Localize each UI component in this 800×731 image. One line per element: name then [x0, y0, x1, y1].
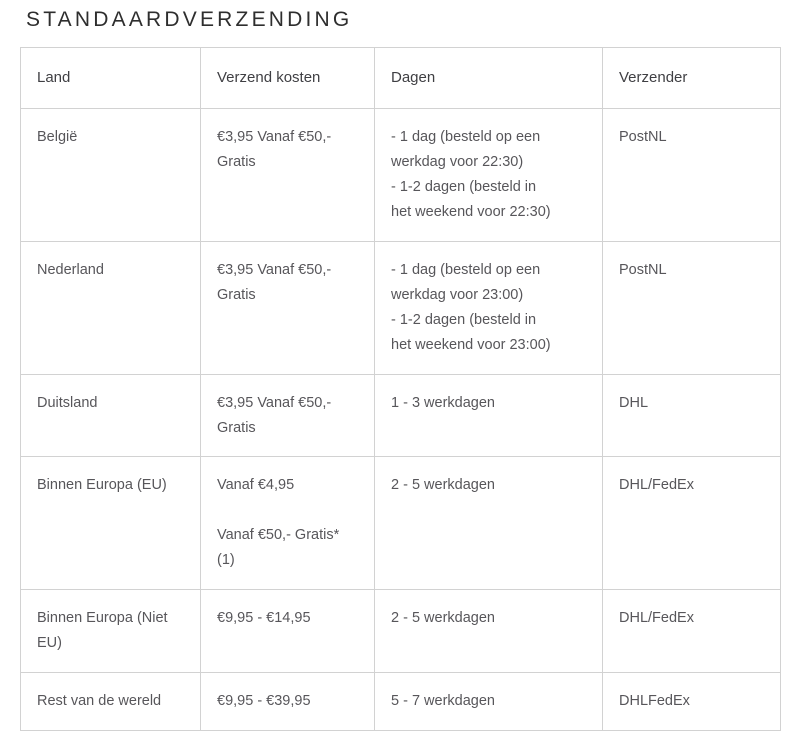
cell-text: €9,95 - €14,95 — [217, 610, 311, 627]
cell-text: werkdag voor 23:00) — [391, 286, 524, 303]
cell-text: Binnen Europa (EU) — [37, 477, 167, 494]
shipping-info-page — [0, 6, 800, 710]
cell-text: DHL/FedEx — [619, 477, 694, 494]
cell-text: €3,95 Vanaf €50,- — [217, 129, 332, 146]
table-row — [21, 241, 781, 374]
cell-text: Rest van de wereld — [37, 693, 162, 710]
cell-text: 5 - 7 werkdagen — [391, 693, 495, 710]
cell-land — [21, 109, 201, 242]
cell-verzendkosten — [201, 241, 375, 374]
cell-text: 1 - 3 werkdagen — [391, 394, 495, 411]
table-row — [21, 457, 781, 590]
cell-verzender — [603, 241, 781, 374]
column-header-verzendkosten — [201, 48, 375, 109]
cell-dagen — [375, 241, 603, 374]
cell-verzender — [603, 673, 781, 731]
cell-text: €9,95 - €39,95 — [217, 693, 311, 710]
cell-text: €3,95 Vanaf €50,- — [217, 394, 332, 411]
column-header-verzendkosten-label: Verzend kosten — [217, 69, 321, 87]
cell-text: PostNL — [619, 261, 667, 278]
cell-dagen — [375, 374, 603, 457]
column-header-verzender-label: Verzender — [619, 69, 688, 87]
column-header-dagen — [375, 48, 603, 109]
cell-text: DHLFedEx — [619, 693, 690, 710]
cell-verzender — [603, 374, 781, 457]
column-header-land-label: Land — [37, 69, 71, 87]
column-header-land — [21, 48, 201, 109]
cell-text: (1) — [217, 552, 235, 569]
cell-verzender — [603, 457, 781, 590]
table-row — [21, 109, 781, 242]
cell-dagen — [375, 109, 603, 242]
table-row — [21, 374, 781, 457]
cell-verzendkosten — [201, 590, 375, 673]
cell-text: Gratis — [217, 154, 256, 171]
cell-text: Binnen Europa (Niet — [37, 610, 168, 627]
cell-verzendkosten — [201, 109, 375, 242]
cell-text: Nederland — [37, 261, 104, 278]
cell-text: werkdag voor 22:30) — [391, 154, 524, 171]
cell-verzendkosten — [201, 457, 375, 590]
cell-text: - 1 dag (besteld op een — [391, 129, 541, 146]
cell-text: €3,95 Vanaf €50,- — [217, 261, 332, 278]
table-header-row — [21, 48, 781, 109]
table-body — [21, 109, 781, 731]
column-header-verzender — [603, 48, 781, 109]
cell-text: - 1-2 dagen (besteld in — [391, 178, 537, 195]
cell-text: DHL — [619, 394, 649, 411]
shipping-rates-table — [20, 47, 781, 731]
cell-text: - 1 dag (besteld op een — [391, 261, 541, 278]
table-row — [21, 590, 781, 673]
cell-verzender — [603, 109, 781, 242]
cell-verzendkosten — [201, 374, 375, 457]
cell-text: - 1-2 dagen (besteld in — [391, 311, 537, 328]
cell-text: PostNL — [619, 129, 667, 146]
cell-text: 2 - 5 werkdagen — [391, 477, 495, 494]
column-header-dagen-label: Dagen — [391, 69, 436, 87]
cell-spacer — [217, 498, 360, 523]
cell-text: 2 - 5 werkdagen — [391, 610, 495, 627]
cell-land — [21, 673, 201, 731]
cell-text: Vanaf €4,95 — [217, 477, 295, 494]
cell-dagen — [375, 590, 603, 673]
cell-dagen — [375, 457, 603, 590]
cell-text: België — [37, 129, 78, 146]
cell-text: het weekend voor 23:00) — [391, 336, 551, 353]
cell-land — [21, 457, 201, 590]
cell-land — [21, 374, 201, 457]
cell-verzender — [603, 590, 781, 673]
cell-text: EU) — [37, 635, 62, 652]
cell-verzendkosten — [201, 673, 375, 731]
cell-text: Duitsland — [37, 394, 98, 411]
cell-land — [21, 590, 201, 673]
cell-text: DHL/FedEx — [619, 610, 694, 627]
cell-text: het weekend voor 22:30) — [391, 203, 551, 220]
cell-text: Vanaf €50,- Gratis* — [217, 527, 340, 544]
page-title: STANDAARDVERZENDING — [26, 8, 353, 31]
cell-text: Gratis — [217, 286, 256, 303]
cell-text: Gratis — [217, 419, 256, 436]
cell-dagen — [375, 673, 603, 731]
table-row — [21, 673, 781, 731]
table-header — [21, 48, 781, 109]
cell-land — [21, 241, 201, 374]
